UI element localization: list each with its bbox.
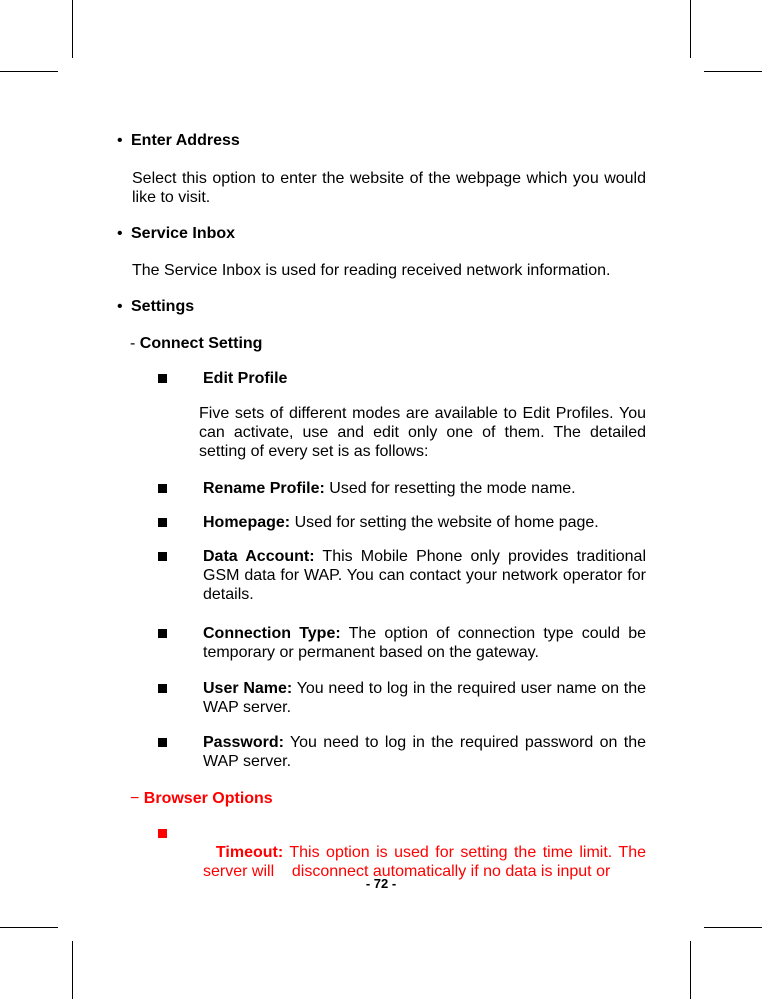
square-bullet-icon <box>158 484 167 493</box>
item-label: Rename Profile: <box>203 480 325 497</box>
bullet-icon: • <box>117 132 123 149</box>
list-item-edit-profile <box>203 369 646 388</box>
list-item-user-name <box>203 679 646 717</box>
square-bullet-icon <box>158 518 167 527</box>
list-item-timeout <box>203 824 651 881</box>
dash-prefix: - <box>130 335 140 352</box>
square-bullet-icon <box>158 629 167 638</box>
crop-mark <box>0 71 58 72</box>
edit-profile-description <box>199 404 646 461</box>
list-item-homepage <box>203 513 646 532</box>
square-bullet-icon <box>158 738 167 747</box>
square-bullet-icon <box>158 684 167 693</box>
crop-mark <box>704 927 762 928</box>
item-text: The option of connection type could be temporary or permanent based on the gateway. <box>203 625 647 661</box>
subsection-heading-browser-options <box>130 789 273 808</box>
section-heading-service-inbox <box>117 224 235 243</box>
crop-mark <box>704 71 762 72</box>
crop-mark <box>0 927 58 928</box>
item-text: This Mobile Phone only provides traditional GSM data for WAP. You can contact your network operator for details. <box>203 548 646 603</box>
item-label: Homepage: <box>203 514 291 531</box>
crop-mark <box>690 941 691 999</box>
item-text: Used for resetting the mode name. <box>324 480 576 497</box>
list-item-data-account <box>203 547 646 604</box>
section-body-service-inbox: The Service Inbox is used for reading received network information. <box>132 262 611 279</box>
square-bullet-icon <box>158 829 167 838</box>
bullet-icon: • <box>117 298 123 315</box>
heading-text: Connect Setting <box>139 335 263 352</box>
heading-text: Settings <box>131 298 195 315</box>
section-body-enter-address: Select this option to enter the website of the webpage which you would like to visit. <box>132 170 646 206</box>
item-label: Timeout: <box>215 844 284 861</box>
item-text: Five sets of different modes are available to Edit Profiles. You can activate, use and edit only one of them. The detailed setting of every set is as follows: <box>199 405 646 460</box>
item-label: Edit Profile <box>203 370 288 387</box>
item-text: You need to log in the required user name on the WAP server. <box>203 680 646 716</box>
heading-text: Service Inbox <box>131 225 236 242</box>
page-number: - 72 - <box>365 876 397 891</box>
item-label: User Name: <box>203 680 293 697</box>
crop-mark <box>690 0 691 58</box>
section-heading-settings <box>117 297 194 316</box>
list-item-password <box>203 733 646 771</box>
section-heading-enter-address <box>117 131 240 150</box>
heading-text: Enter Address <box>131 132 240 149</box>
crop-mark <box>72 0 73 58</box>
dash-prefix: − <box>130 790 144 807</box>
crop-mark <box>72 941 73 999</box>
list-item-rename-profile <box>203 479 646 498</box>
list-item-connection-type <box>203 624 646 662</box>
item-label: Data Account: <box>203 548 315 565</box>
item-text: This option is used for setting the time limit. The server will disconnect automatically if no data is input or <box>203 844 651 880</box>
bullet-icon: • <box>117 225 123 242</box>
subsection-heading-connect-setting <box>130 334 262 353</box>
square-bullet-icon <box>158 552 167 561</box>
item-label: Connection Type: <box>203 625 341 642</box>
item-label: Password: <box>203 734 284 751</box>
square-bullet-icon <box>158 374 167 383</box>
item-text: You need to log in the required password on the WAP server. <box>203 734 646 770</box>
heading-text: Browser Options <box>143 790 273 807</box>
item-text: Used for setting the website of home page. <box>290 514 599 531</box>
